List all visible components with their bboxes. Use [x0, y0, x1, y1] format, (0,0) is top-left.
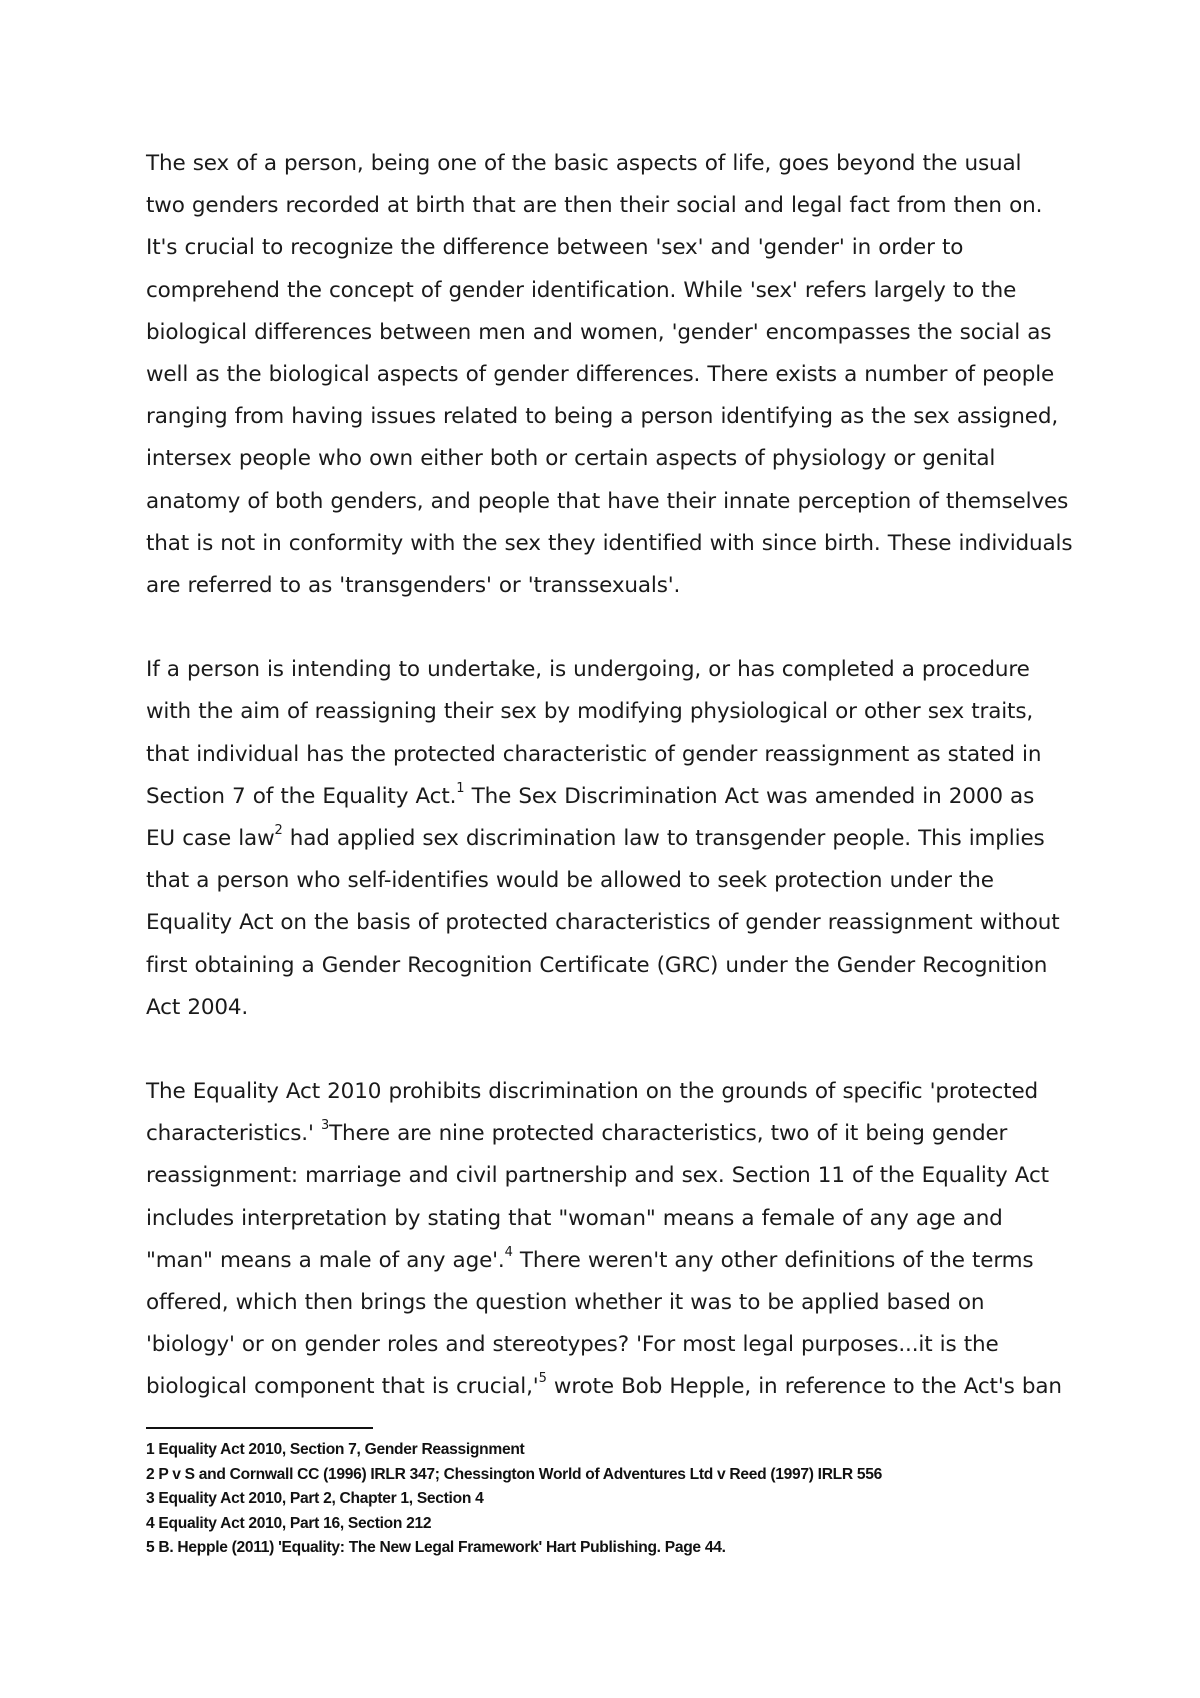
paragraph-2 — [146, 649, 1096, 1029]
text-fragment: wrote Bob Hepple, in reference to the Act's ban — [546, 1374, 1062, 1400]
text-line: If a person is intending to undertake, is undergoing, or has completed a procedure — [146, 657, 1030, 683]
text-line: that a person who self-identifies would be allowed to seek protection under the — [146, 868, 994, 894]
text-line: Equality Act on the basis of protected characteristics of gender reassignment without — [146, 910, 1060, 936]
text-fragment: had applied sex discrimination law to transgender people. This implies — [282, 826, 1045, 852]
text-line: Act 2004. — [146, 994, 249, 1020]
text-line: well as the biological aspects of gender differences. There exists a number of people — [146, 362, 1055, 388]
text-line: are referred to as 'transgenders' or 'transsexuals'. — [146, 573, 681, 599]
footnote-ref[interactable]: 3 — [320, 1118, 330, 1134]
text-line: reassignment: marriage and civil partnership and sex. Section 11 of the Equality Act — [146, 1163, 1049, 1189]
text-line: first obtaining a Gender Recognition Certificate (GRC) under the Gender Recognition — [146, 952, 1048, 978]
paragraph-1 — [146, 143, 1096, 607]
text-line: that is not in conformity with the sex they identified with since birth. These individuals — [146, 530, 1073, 556]
footnote-ref[interactable]: 5 — [538, 1371, 547, 1387]
text-line: ranging from having issues related to being a person identifying as the sex assigned, — [146, 404, 1059, 430]
text-line: anatomy of both genders, and people that have their innate perception of themselves — [146, 488, 1069, 514]
body-text — [146, 143, 1096, 1409]
footnote-ref[interactable]: 4 — [504, 1244, 513, 1260]
text-fragment: There weren't any other definitions of the terms — [512, 1247, 1034, 1273]
text-line: two genders recorded at birth that are then their social and legal fact from then on. — [146, 193, 1043, 219]
text-line: includes interpretation by stating that "woman" means a female of any age and — [146, 1205, 1003, 1231]
text-line: intersex people who own either both or certain aspects of physiology or genital — [146, 446, 996, 472]
text-line: 'biology' or on gender roles and stereotypes? 'For most legal purposes...it is the — [146, 1332, 999, 1358]
text-line: biological differences between men and women, 'gender' encompasses the social as — [146, 319, 1052, 345]
text-line — [146, 1240, 1096, 1282]
text-fragment: biological component that is crucial,' — [146, 1374, 539, 1400]
footnote-4: 4 Equality Act 2010, Part 16, Section 212 — [146, 1514, 432, 1532]
text-line: The Equality Act 2010 prohibits discrimination on the grounds of specific 'protected — [146, 1079, 1039, 1105]
footnote-separator — [146, 1427, 373, 1429]
text-line — [146, 776, 1096, 818]
text-fragment: "man" means a male of any age'. — [146, 1247, 505, 1273]
footnote-ref[interactable]: 2 — [274, 822, 283, 838]
text-line: comprehend the concept of gender identification. While 'sex' refers largely to the — [146, 277, 1017, 303]
footnote-ref[interactable]: 1 — [456, 780, 465, 796]
text-line: offered, which then brings the question whether it was to be applied based on — [146, 1290, 985, 1316]
text-fragment: There are nine protected characteristics, two of it being gender — [329, 1121, 1008, 1147]
text-line — [146, 818, 1096, 860]
text-line — [146, 1366, 1096, 1408]
footnote-2: 2 P v S and Cornwall CC (1996) IRLR 347; Chessington World of Adventures Ltd v Reed (1997) IRLR 556 — [146, 1465, 883, 1483]
footnote-3: 3 Equality Act 2010, Part 2, Chapter 1, Section 4 — [146, 1490, 484, 1507]
text-line: The sex of a person, being one of the basic aspects of life, goes beyond the usual — [146, 151, 1022, 176]
text-fragment: Section 7 of the Equality Act. — [146, 783, 457, 809]
footnotes — [146, 1438, 1096, 1561]
text-line: It's crucial to recognize the difference between 'sex' and 'gender' in order to — [146, 235, 964, 261]
text-fragment: The Sex Discrimination Act was amended in 2000 as — [464, 783, 1035, 809]
footnote-5: 5 B. Hepple (2011) 'Equality: The New Legal Framework' Hart Publishing. Page 44. — [146, 1539, 726, 1556]
text-line: with the aim of reassigning their sex by modifying physiological or other sex traits, — [146, 699, 1034, 725]
text-line: that individual has the protected characteristic of gender reassignment as stated in — [146, 741, 1042, 767]
text-fragment: EU case law — [146, 826, 275, 852]
text-fragment: characteristics.' — [146, 1121, 321, 1147]
paragraph-3 — [146, 1071, 1096, 1409]
text-line — [146, 1113, 1096, 1155]
footnote-1: 1 Equality Act 2010, Section 7, Gender Reassignment — [146, 1441, 525, 1458]
